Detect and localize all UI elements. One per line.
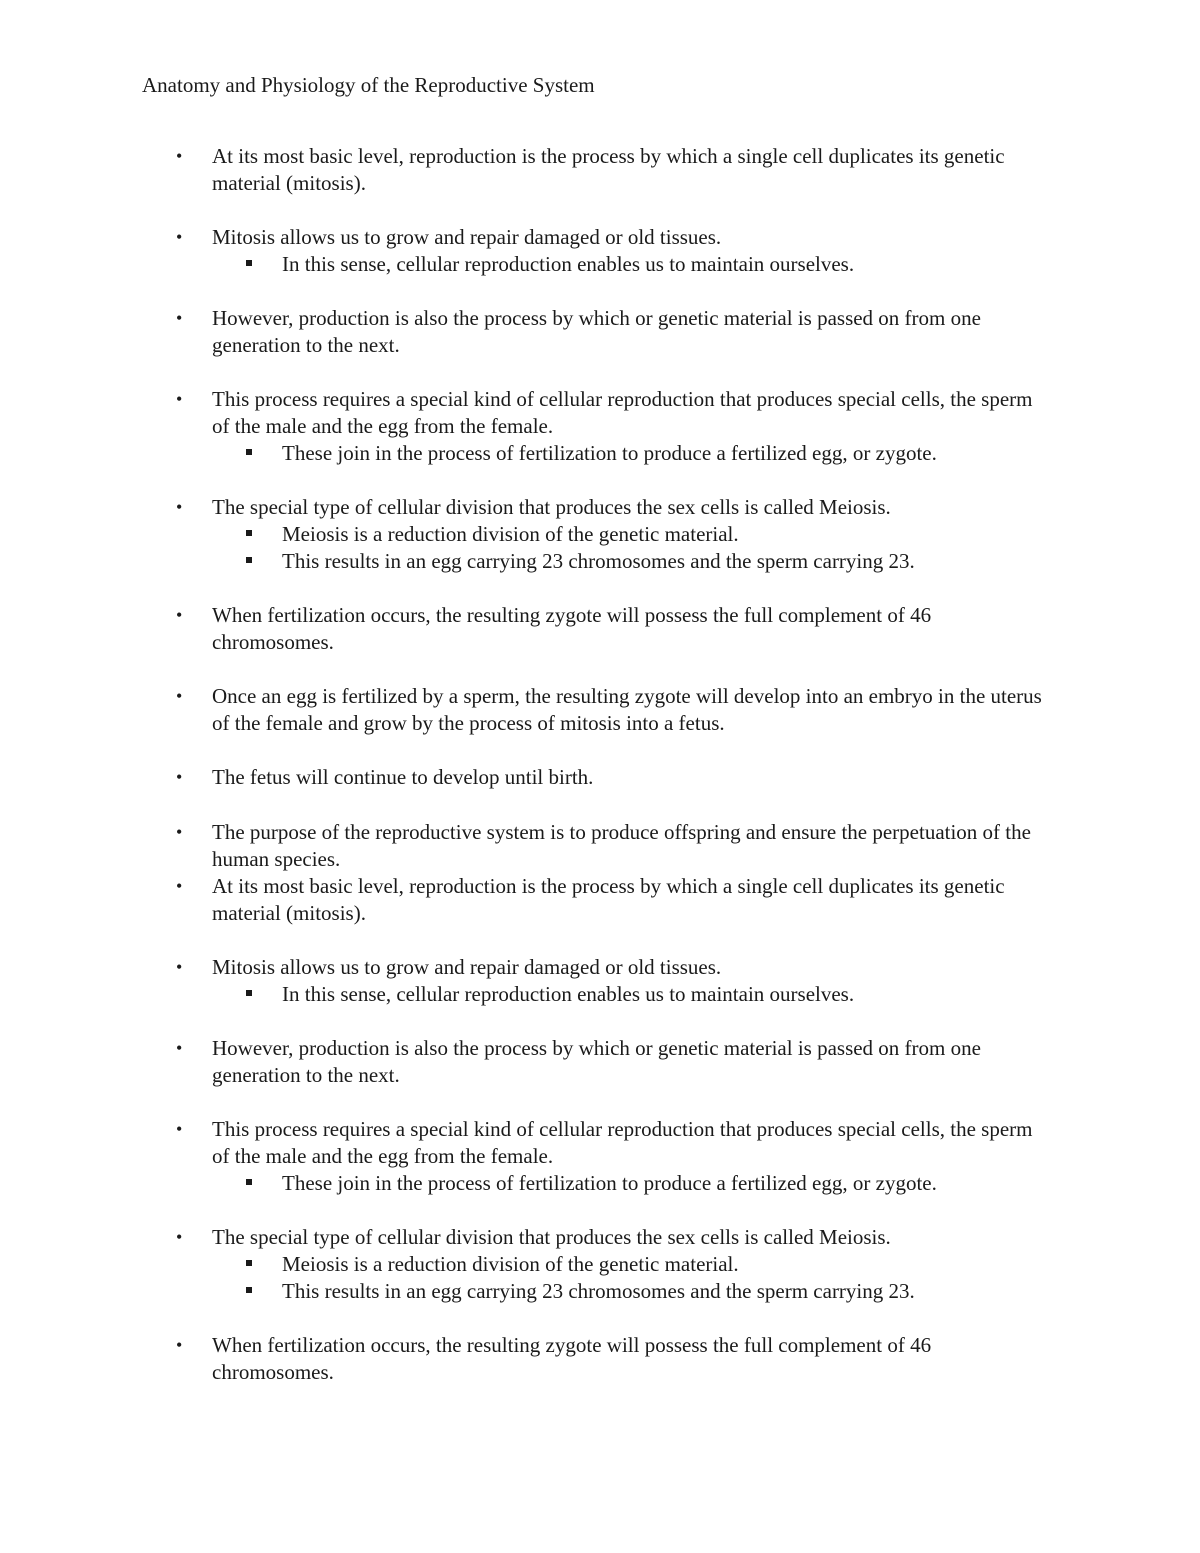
bullet-icon: •: [176, 822, 183, 842]
sub-list-item-text: This results in an egg carrying 23 chromosomes and the sperm carrying 23.: [282, 549, 915, 573]
bullet-icon: •: [176, 497, 183, 517]
bullet-icon: •: [176, 227, 183, 247]
bullet-icon: •: [176, 1335, 183, 1355]
list-item-text: Once an egg is fertilized by a sperm, the resulting zygote will develop into an embryo in the uterus of the female and grow by the process of mitosis into a fetus.: [212, 684, 1042, 735]
list-item-text: At its most basic level, reproduction is the process by which a single cell duplicates its genetic material (mitosis).: [212, 144, 1005, 195]
bullet-icon: •: [176, 146, 183, 166]
square-bullet-icon: [246, 557, 252, 563]
bullet-icon: •: [176, 1227, 183, 1247]
page-title: Anatomy and Physiology of the Reproductive System: [142, 73, 595, 97]
bullet-icon: •: [176, 767, 183, 787]
list-item-text: Mitosis allows us to grow and repair damaged or old tissues.: [212, 955, 722, 979]
list-item-text: The special type of cellular division that produces the sex cells is called Meiosis.: [212, 495, 891, 519]
list-item-text: When fertilization occurs, the resulting zygote will possess the full complement of 46 chromosomes.: [212, 603, 932, 654]
sub-list-item-text: These join in the process of fertilization to produce a fertilized egg, or zygote.: [282, 1171, 937, 1195]
sub-list-item-text: In this sense, cellular reproduction enables us to maintain ourselves.: [282, 252, 855, 276]
list-item-text: At its most basic level, reproduction is the process by which a single cell duplicates its genetic material (mitosis).: [212, 874, 1005, 925]
square-bullet-icon: [246, 260, 252, 266]
list-item-text: This process requires a special kind of cellular reproduction that produces special cells, the sperm of the male and the egg from the female.: [212, 1117, 1033, 1168]
sub-list-item-text: Meiosis is a reduction division of the genetic material.: [282, 1252, 739, 1276]
list-item-text: This process requires a special kind of cellular reproduction that produces special cells, the sperm of the male and the egg from the female.: [212, 387, 1033, 438]
list-item-text: Mitosis allows us to grow and repair damaged or old tissues.: [212, 225, 722, 249]
list-item-text: When fertilization occurs, the resulting zygote will possess the full complement of 46 chromosomes.: [212, 1333, 932, 1384]
sub-list-item-text: Meiosis is a reduction division of the genetic material.: [282, 522, 739, 546]
square-bullet-icon: [246, 1287, 252, 1293]
sub-list-item-text: In this sense, cellular reproduction enables us to maintain ourselves.: [282, 982, 855, 1006]
bullet-icon: •: [176, 957, 183, 977]
bullet-icon: •: [176, 876, 183, 896]
sub-list-item-text: These join in the process of fertilization to produce a fertilized egg, or zygote.: [282, 441, 937, 465]
square-bullet-icon: [246, 1260, 252, 1266]
bullet-icon: •: [176, 308, 183, 328]
list-item-text: However, production is also the process by which or genetic material is passed on from one generation to the next.: [212, 1036, 981, 1087]
bullet-icon: •: [176, 389, 183, 409]
list-item-text: The fetus will continue to develop until birth.: [212, 765, 594, 789]
square-bullet-icon: [246, 449, 252, 455]
list-item-text: However, production is also the process by which or genetic material is passed on from one generation to the next.: [212, 306, 981, 357]
bullet-icon: •: [176, 1038, 183, 1058]
square-bullet-icon: [246, 530, 252, 536]
bullet-icon: •: [176, 605, 183, 625]
list-item-text: The purpose of the reproductive system is to produce offspring and ensure the perpetuation of the human species.: [212, 820, 1031, 871]
sub-list-item-text: This results in an egg carrying 23 chromosomes and the sperm carrying 23.: [282, 1279, 915, 1303]
bullet-icon: •: [176, 1119, 183, 1139]
list-item-text: The special type of cellular division that produces the sex cells is called Meiosis.: [212, 1225, 891, 1249]
square-bullet-icon: [246, 990, 252, 996]
square-bullet-icon: [246, 1179, 252, 1185]
bullet-icon: •: [176, 686, 183, 706]
